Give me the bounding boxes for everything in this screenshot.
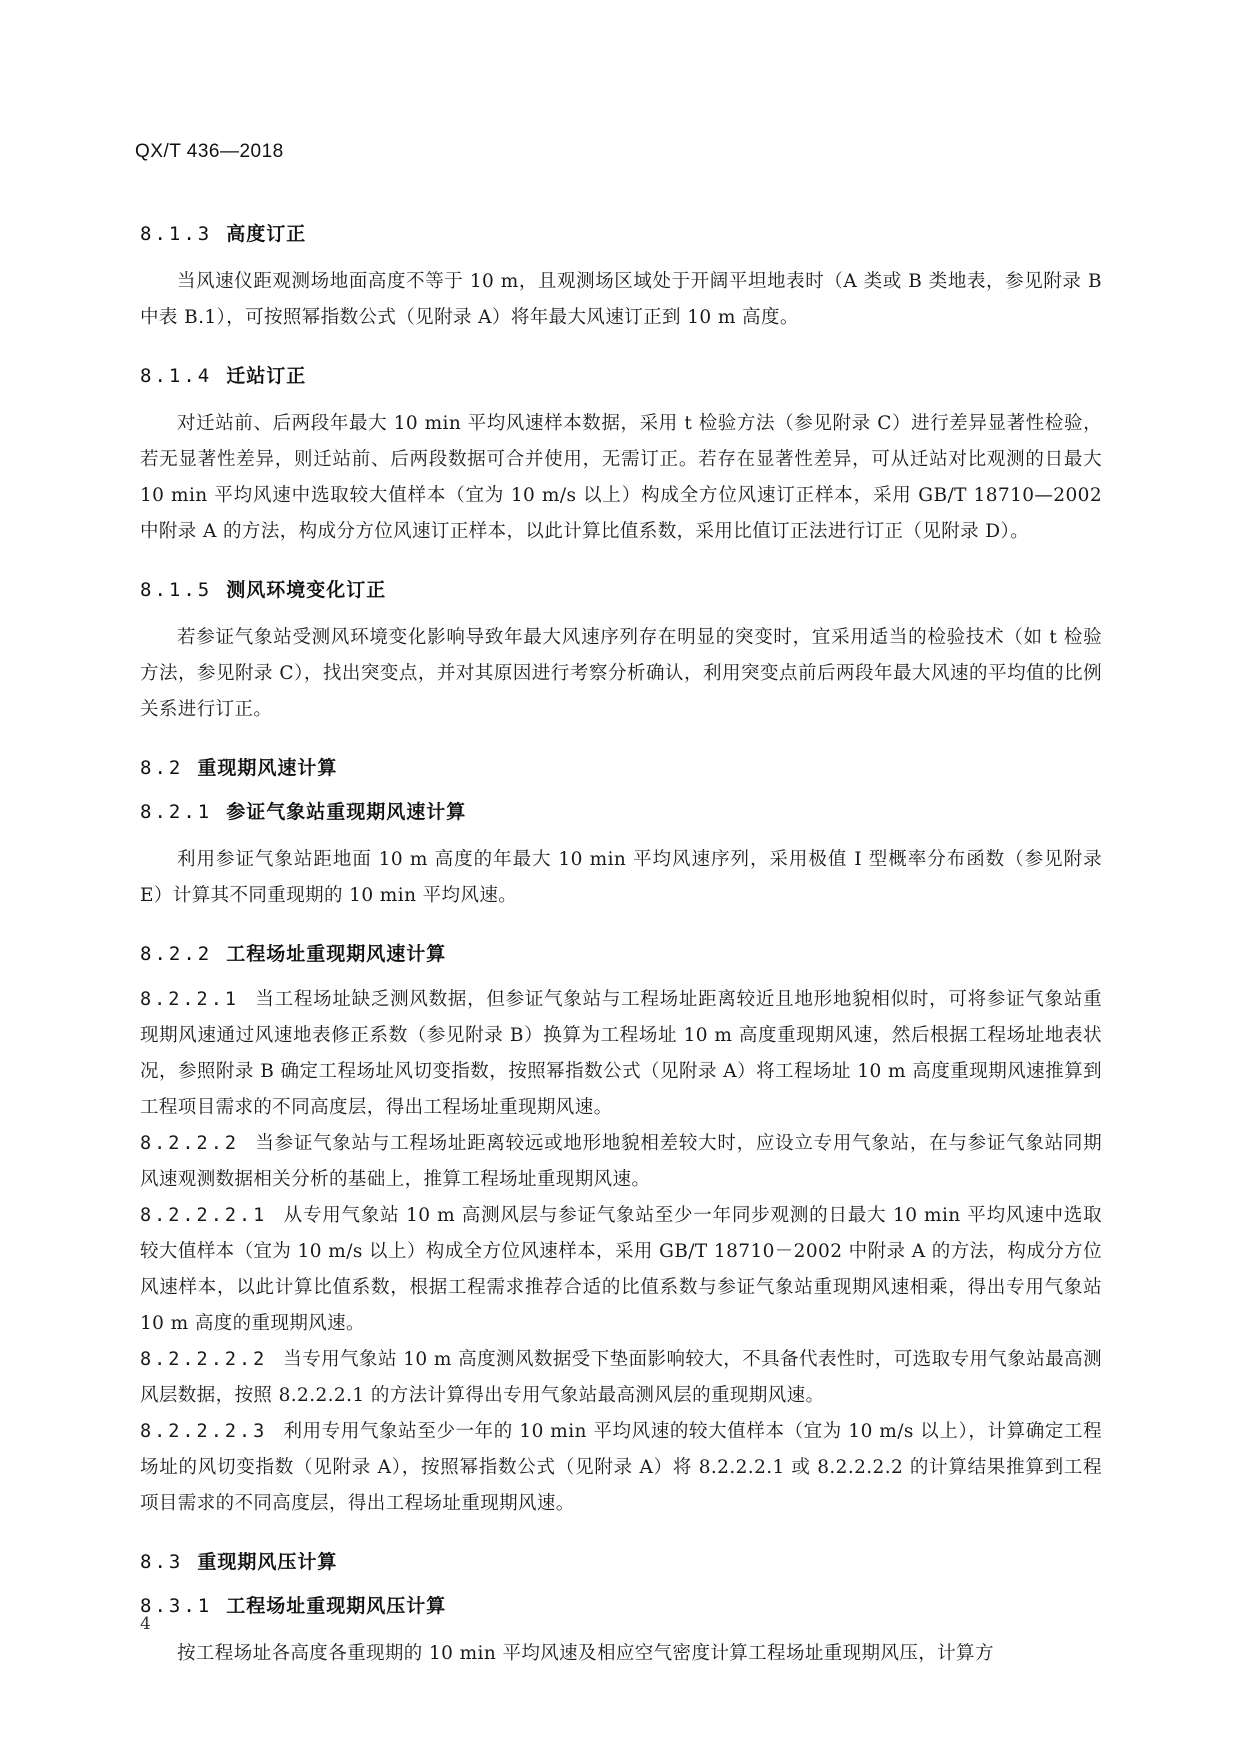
section-number: 8.3 bbox=[140, 1551, 184, 1573]
clause-number: 8.2.2.2.3 bbox=[140, 1421, 268, 1442]
section-title: 工程场址重现期风压计算 bbox=[226, 1595, 447, 1617]
section-title: 测风环境变化订正 bbox=[226, 579, 387, 601]
section-title: 重现期风速计算 bbox=[197, 757, 338, 779]
clause-text: 从专用气象站 10 m 高测风层与参证气象站至少一年同步观测的日最大 10 min 平均风速中选取较大值样本（宜为 10 m/s 以上）构成全方位风速样本，采用 GB/T 18710－2002 中附录 A 的方法，构成分方位风速样本，以此计算比值系数，根据工程需求推荐合适的比值系数与参证气象站重现期风速相乘，得出专用气象站 10 m 高度的重现期风速。 bbox=[140, 1205, 1102, 1334]
section-heading-8-3-1 bbox=[140, 1584, 1102, 1628]
clause-number: 8.2.2.2.2 bbox=[140, 1349, 268, 1370]
document-body bbox=[140, 212, 1102, 1690]
section-title: 迁站订正 bbox=[226, 365, 307, 387]
section-title: 高度订正 bbox=[226, 223, 307, 245]
clause-8-2-2-2-1 bbox=[140, 1198, 1102, 1342]
section-heading-8-2 bbox=[140, 746, 1102, 790]
section-heading-8-2-2 bbox=[140, 932, 1102, 976]
clause-text: 当参证气象站与工程场址距离较远或地形地貌相差较大时，应设立专用气象站，在与参证气象站同期风速观测数据相关分析的基础上，推算工程场址重现期风速。 bbox=[140, 1133, 1102, 1190]
section-heading-8-3 bbox=[140, 1540, 1102, 1584]
section-heading-8-1-5 bbox=[140, 568, 1102, 612]
paragraph-8-3-1: 按工程场址各高度各重现期的 10 min 平均风速及相应空气密度计算工程场址重现期风压，计算方 bbox=[177, 1643, 994, 1664]
section-number: 8.3.1 bbox=[140, 1595, 213, 1617]
section-number: 8.1.4 bbox=[140, 365, 213, 387]
section-number: 8.2 bbox=[140, 757, 184, 779]
document-code: QX/T 436—2018 bbox=[135, 141, 284, 162]
section-number: 8.2.1 bbox=[140, 801, 213, 823]
section-heading-8-1-3 bbox=[140, 212, 1102, 256]
clause-number: 8.2.2.1 bbox=[140, 989, 239, 1010]
section-heading-8-1-4 bbox=[140, 354, 1102, 398]
clause-number: 8.2.2.2.1 bbox=[140, 1205, 268, 1226]
paragraph-8-1-3: 当风速仪距观测场地面高度不等于 10 m，且观测场区域处于开阔平坦地表时（A 类或 B 类地表，参见附录 B 中表 B.1），可按照幂指数公式（见附录 A）将年最大风速订正到 10 m 高度。 bbox=[140, 271, 1102, 328]
section-number: 8.2.2 bbox=[140, 943, 213, 965]
clause-8-2-2-2 bbox=[140, 1126, 1102, 1198]
paragraph-8-1-4: 对迁站前、后两段年最大 10 min 平均风速样本数据，采用 t 检验方法（参见附录 C）进行差异显著性检验，若无显著性差异，则迁站前、后两段数据可合并使用，无需订正。若存在显著性差异，可从迁站对比观测的日最大 10 min 平均风速中选取较大值样本（宜为 10 m/s 以上）构成全方位风速订正样本，采用 GB/T 18710—2002 中附录 A 的方法，构成分方位风速订正样本，以此计算比值系数，采用比值订正法进行订正（见附录 D）。 bbox=[140, 413, 1102, 542]
paragraph-8-2-1: 利用参证气象站距地面 10 m 高度的年最大 10 min 平均风速序列，采用极值 I 型概率分布函数（参见附录 E）计算其不同重现期的 10 min 平均风速。 bbox=[140, 849, 1102, 906]
clause-8-2-2-2-2 bbox=[140, 1342, 1102, 1414]
section-title: 工程场址重现期风速计算 bbox=[226, 943, 447, 965]
clause-text: 当专用气象站 10 m 高度测风数据受下垫面影响较大，不具备代表性时，可选取专用气象站最高测风层数据，按照 8.2.2.2.1 的方法计算得出专用气象站最高测风层的重现期风速。 bbox=[140, 1349, 1102, 1406]
clause-8-2-2-2-3 bbox=[140, 1414, 1102, 1522]
clause-number: 8.2.2.2 bbox=[140, 1133, 239, 1154]
clause-8-2-2-1 bbox=[140, 982, 1102, 1126]
section-number: 8.1.3 bbox=[140, 223, 213, 245]
section-heading-8-2-1 bbox=[140, 790, 1102, 834]
clause-text: 当工程场址缺乏测风数据，但参证气象站与工程场址距离较近且地形地貌相似时，可将参证气象站重现期风速通过风速地表修正系数（参见附录 B）换算为工程场址 10 m 高度重现期风速，然后根据工程场址地表状况，参照附录 B 确定工程场址风切变指数，按照幂指数公式（见附录 A）将工程场址 10 m 高度重现期风速推算到工程项目需求的不同高度层，得出工程场址重现期风速。 bbox=[140, 989, 1102, 1118]
clause-text: 利用专用气象站至少一年的 10 min 平均风速的较大值样本（宜为 10 m/s 以上），计算确定工程场址的风切变指数（见附录 A），按照幂指数公式（见附录 A）将 8.2.2.2.1 或 8.2.2.2.2 的计算结果推算到工程项目需求的不同高度层，得出工程场址重现期风速。 bbox=[140, 1421, 1102, 1514]
clause-list-8-2-2 bbox=[140, 982, 1102, 1522]
paragraph-8-1-5: 若参证气象站受测风环境变化影响导致年最大风速序列存在明显的突变时，宜采用适当的检验技术（如 t 检验方法，参见附录 C），找出突变点，并对其原因进行考察分析确认，利用突变点前后两段年最大风速的平均值的比例关系进行订正。 bbox=[140, 627, 1102, 720]
section-title: 重现期风压计算 bbox=[197, 1551, 338, 1573]
page-number: 4 bbox=[140, 1614, 151, 1634]
section-title: 参证气象站重现期风速计算 bbox=[226, 801, 467, 823]
section-number: 8.1.5 bbox=[140, 579, 213, 601]
